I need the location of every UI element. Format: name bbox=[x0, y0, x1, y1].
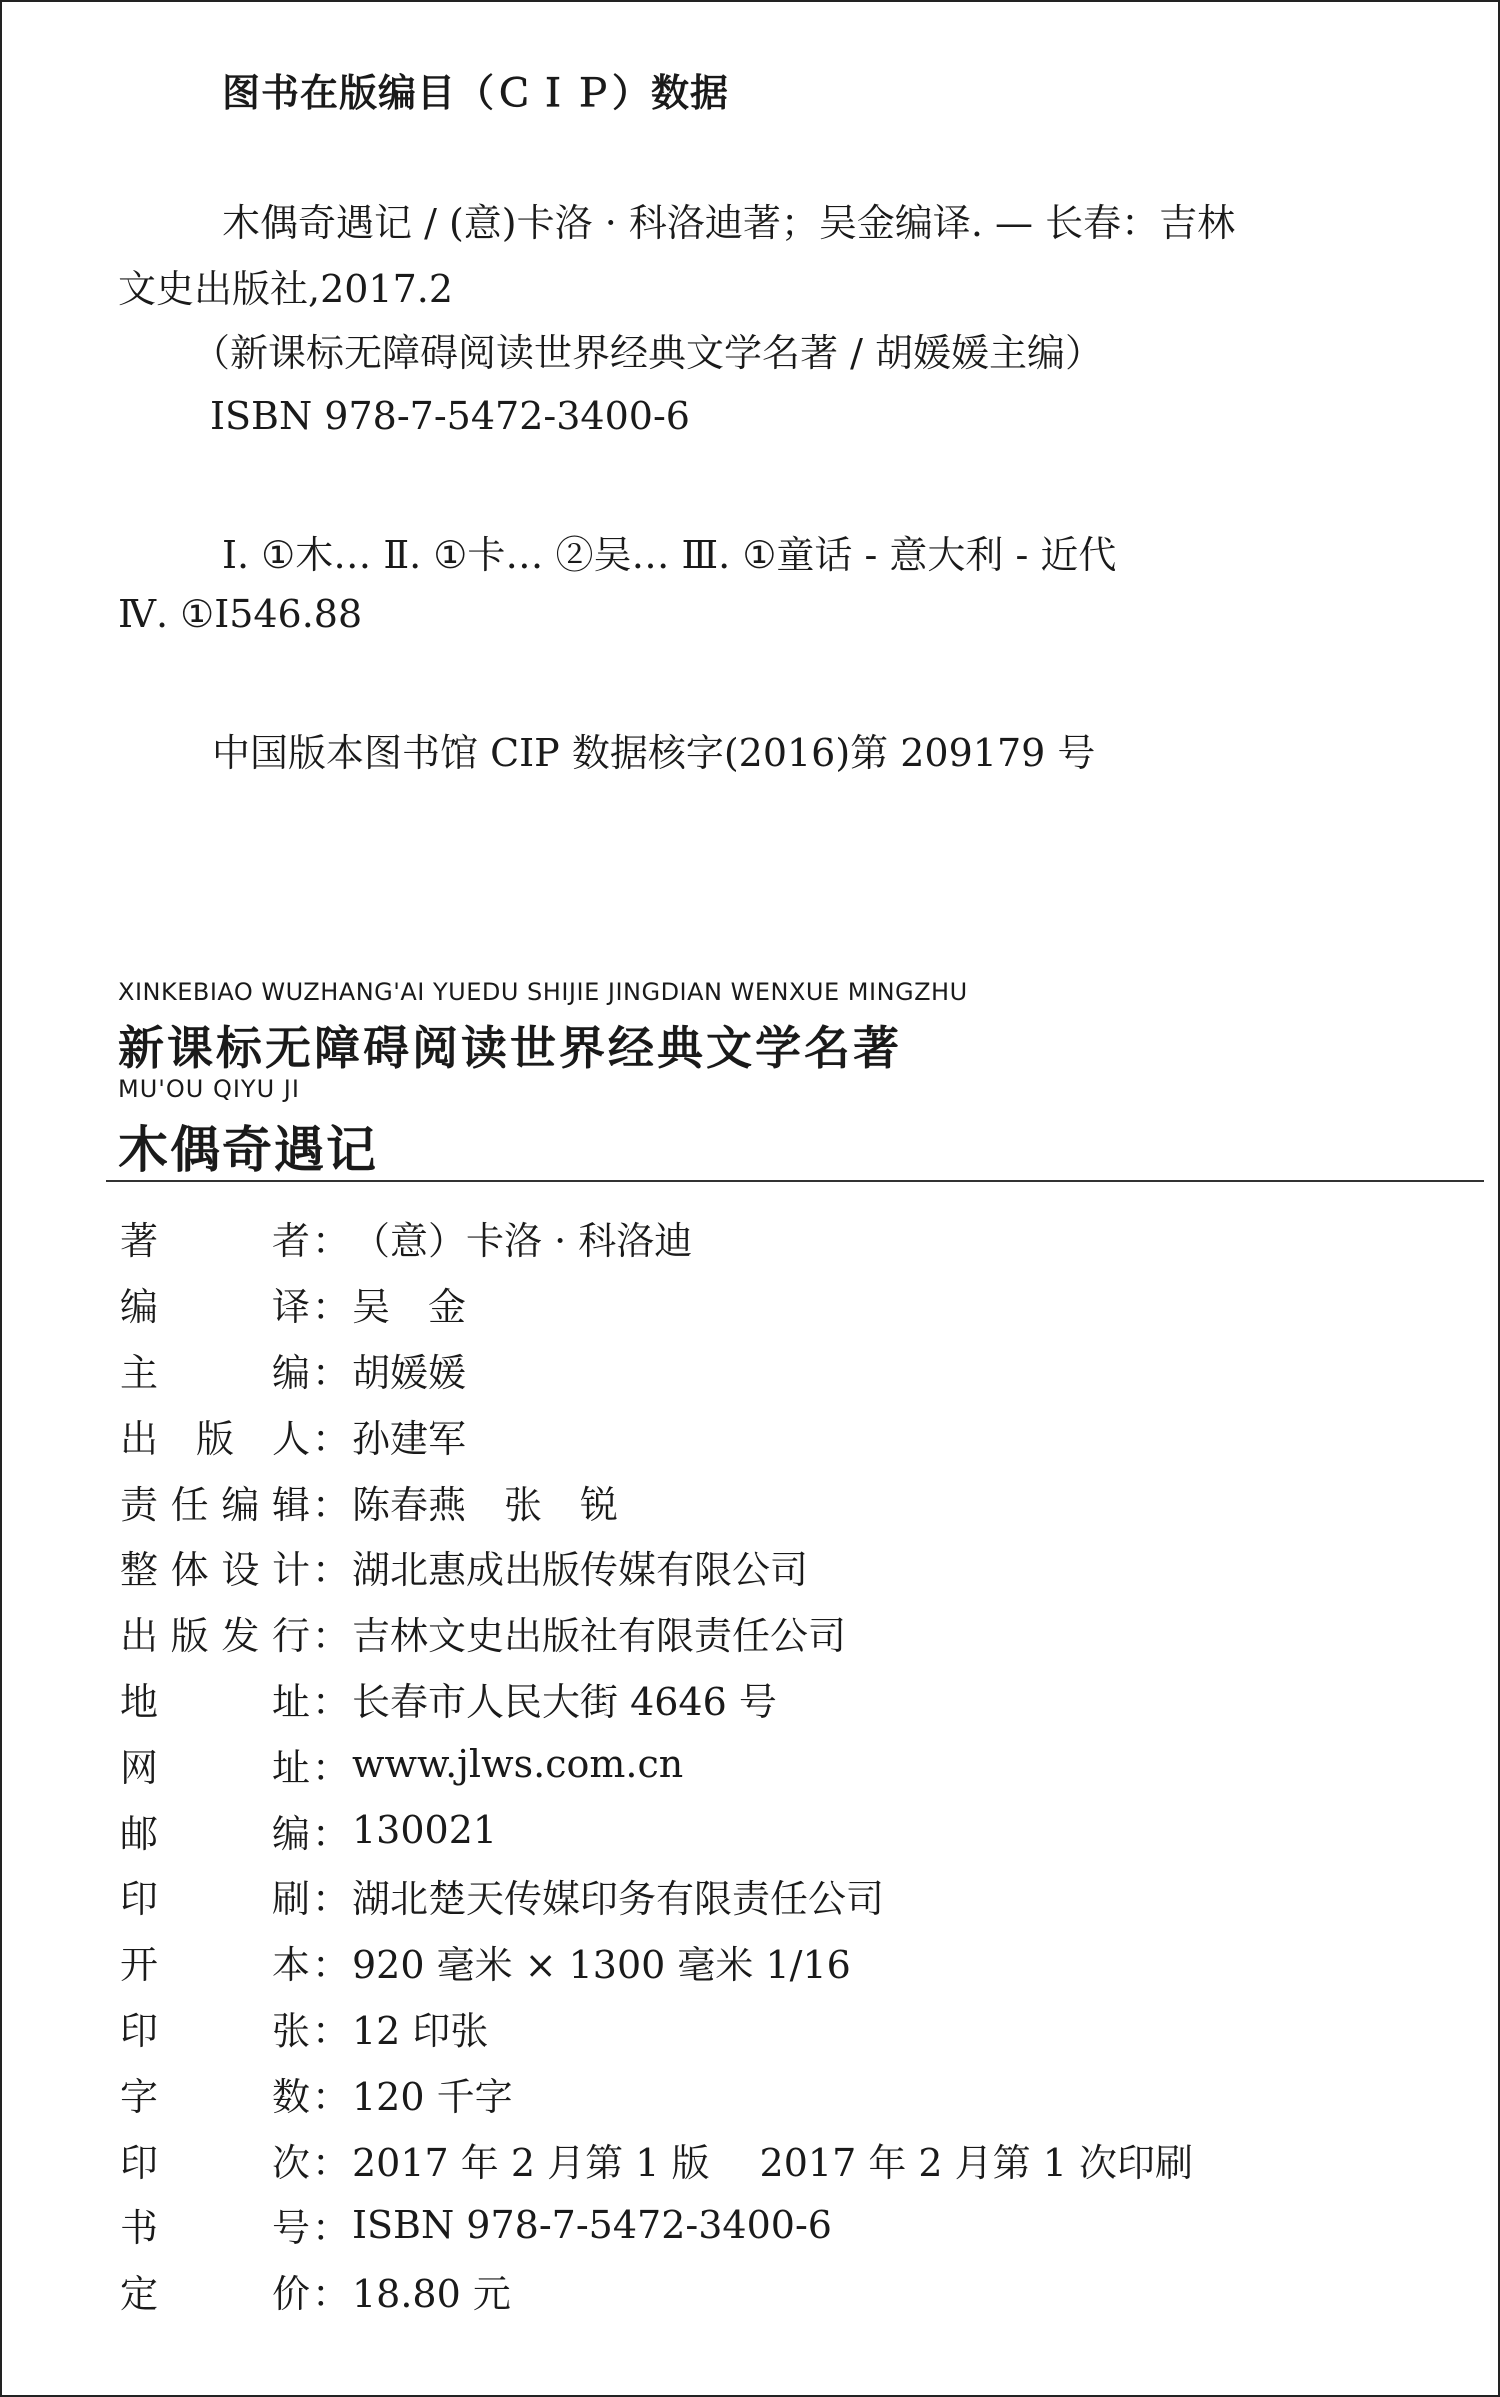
book-title: 木偶奇遇记 bbox=[118, 1121, 378, 1179]
cip-line-cip-number: 中国版本图书馆 CIP 数据核字(2016)第 209179 号 bbox=[212, 731, 1096, 775]
info-label-char: 版 bbox=[170, 1614, 209, 1659]
cip-line-publisher: 文史出版社,2017.2 bbox=[118, 267, 454, 311]
info-label-char: 址 bbox=[271, 1679, 310, 1724]
cip-heading: 图书在版编目（ＣＩＰ）数据 bbox=[222, 71, 730, 115]
info-label bbox=[120, 2000, 310, 2055]
info-label-char: 编 bbox=[120, 1285, 159, 1330]
info-colon: ： bbox=[311, 2140, 350, 2185]
info-row bbox=[120, 2192, 1420, 2258]
info-label-char: 张 bbox=[271, 2008, 310, 2053]
info-value: 湖北楚天传媒印务有限责任公司 bbox=[352, 1877, 885, 1922]
info-label-char: 地 bbox=[120, 1679, 159, 1724]
info-value: 18.80 元 bbox=[352, 2272, 511, 2317]
info-label bbox=[120, 1868, 310, 1923]
info-row bbox=[120, 1797, 1420, 1863]
info-colon: ： bbox=[311, 1943, 350, 1988]
info-label-char: 刷 bbox=[271, 1877, 310, 1922]
info-row bbox=[120, 1731, 1420, 1797]
info-label-char: 体 bbox=[170, 1548, 209, 1593]
info-value: 2017 年 2 月第 1 版 2017 年 2 月第 1 次印刷 bbox=[352, 2140, 1193, 2185]
info-label bbox=[120, 1934, 310, 1989]
info-label-char: 著 bbox=[120, 1219, 159, 1264]
book-pinyin: MU'OU QIYU JI bbox=[118, 1075, 300, 1103]
info-label-char: 主 bbox=[120, 1350, 159, 1395]
info-label-char: 任 bbox=[170, 1482, 209, 1527]
info-label-char: 邮 bbox=[120, 1811, 159, 1856]
info-label-char: 网 bbox=[120, 1745, 159, 1790]
info-label-char: 数 bbox=[271, 2074, 310, 2119]
info-value: 湖北惠成出版传媒有限公司 bbox=[352, 1548, 809, 1593]
info-label bbox=[120, 2197, 310, 2252]
info-row bbox=[120, 1995, 1420, 2061]
info-label bbox=[120, 2066, 310, 2121]
info-label-char: 定 bbox=[120, 2272, 159, 2317]
info-colon: ： bbox=[311, 1877, 350, 1922]
info-colon: ： bbox=[311, 2074, 350, 2119]
series-title: 新课标无障碍阅读世界经典文学名著 bbox=[118, 1021, 902, 1075]
info-colon: ： bbox=[311, 1811, 350, 1856]
info-value: 长春市人民大街 4646 号 bbox=[352, 1679, 777, 1724]
cip-line-title: 木偶奇遇记 / (意)卡洛 · 科洛迪著；吴金编译. — 长春：吉林 bbox=[222, 201, 1236, 245]
info-label-char: 印 bbox=[120, 1877, 159, 1922]
info-row bbox=[120, 1600, 1420, 1666]
info-label bbox=[120, 2263, 310, 2318]
info-value: www.jlws.com.cn bbox=[352, 1742, 684, 1787]
info-value: 孙建军 bbox=[352, 1416, 467, 1461]
info-colon: ： bbox=[311, 2272, 350, 2317]
series-pinyin: XINKEBIAO WUZHANG'AI YUEDU SHIJIE JINGDIAN WENXUE MINGZHU bbox=[118, 978, 968, 1006]
info-label-char: 整 bbox=[120, 1548, 159, 1593]
info-label-char: 人 bbox=[271, 1416, 310, 1461]
cip-line-classification: Ⅰ. ①木… Ⅱ. ①卡… ②吴… Ⅲ. ①童话 - 意大利 - 近代 bbox=[222, 533, 1117, 577]
info-colon: ： bbox=[311, 1679, 350, 1724]
info-row bbox=[120, 1402, 1420, 1468]
info-colon: ： bbox=[311, 1285, 350, 1330]
info-label-char: 编 bbox=[271, 1350, 310, 1395]
info-label-char: 版 bbox=[195, 1416, 234, 1461]
info-value: 12 印张 bbox=[352, 2008, 489, 2053]
info-value: 130021 bbox=[352, 1808, 498, 1853]
info-row bbox=[120, 1205, 1420, 1271]
info-label-char: 书 bbox=[120, 2206, 159, 2251]
info-row bbox=[120, 1666, 1420, 1732]
info-value: 胡媛媛 bbox=[352, 1350, 467, 1395]
info-label bbox=[120, 1342, 310, 1397]
info-label bbox=[120, 2132, 310, 2187]
info-value: 吴 金 bbox=[352, 1285, 467, 1330]
info-label-char: 者 bbox=[271, 1219, 310, 1264]
info-row bbox=[120, 2060, 1420, 2126]
info-label-char: 本 bbox=[271, 1943, 310, 1988]
info-colon: ： bbox=[311, 1350, 350, 1395]
info-colon: ： bbox=[311, 2206, 350, 2251]
info-colon: ： bbox=[311, 1416, 350, 1461]
info-label-char: 计 bbox=[271, 1548, 310, 1593]
info-label-char: 设 bbox=[221, 1548, 260, 1593]
info-row bbox=[120, 1929, 1420, 1995]
info-label-char: 字 bbox=[120, 2074, 159, 2119]
info-label bbox=[120, 1474, 310, 1529]
info-label-char: 价 bbox=[271, 2272, 310, 2317]
info-row bbox=[120, 1863, 1420, 1929]
cip-line-isbn: ISBN 978-7-5472-3400-6 bbox=[210, 394, 690, 438]
info-label-char: 译 bbox=[271, 1285, 310, 1330]
info-label bbox=[120, 1539, 310, 1594]
info-row bbox=[120, 1337, 1420, 1403]
info-value: 吉林文史出版社有限责任公司 bbox=[352, 1614, 847, 1659]
info-label-char: 印 bbox=[120, 2140, 159, 2185]
cip-line-class-number: Ⅳ. ①I546.88 bbox=[118, 592, 363, 636]
info-value: 陈春燕 张 锐 bbox=[352, 1482, 619, 1527]
info-label bbox=[120, 1671, 310, 1726]
info-label-char: 印 bbox=[120, 2008, 159, 2053]
info-label-char: 编 bbox=[271, 1811, 310, 1856]
publication-info-list bbox=[120, 1205, 1420, 2324]
info-label bbox=[120, 1276, 310, 1331]
info-value: （意）卡洛 · 科洛迪 bbox=[352, 1219, 693, 1264]
info-label bbox=[120, 1408, 310, 1463]
info-label bbox=[120, 1605, 310, 1660]
info-label-char: 行 bbox=[271, 1614, 310, 1659]
info-label-char: 号 bbox=[271, 2206, 310, 2251]
info-colon: ： bbox=[311, 2008, 350, 2053]
info-colon: ： bbox=[311, 1745, 350, 1790]
info-row bbox=[120, 2126, 1420, 2192]
info-label-char: 出 bbox=[120, 1416, 159, 1461]
info-label bbox=[120, 1803, 310, 1858]
info-label-char: 发 bbox=[221, 1614, 260, 1659]
info-row bbox=[120, 2258, 1420, 2324]
info-value: 920 毫米 × 1300 毫米 1/16 bbox=[352, 1943, 851, 1988]
info-label-char: 辑 bbox=[271, 1482, 310, 1527]
info-colon: ： bbox=[311, 1219, 350, 1264]
info-label-char: 责 bbox=[120, 1482, 159, 1527]
info-row bbox=[120, 1271, 1420, 1337]
info-colon: ： bbox=[311, 1482, 350, 1527]
info-label-char: 开 bbox=[120, 1943, 159, 1988]
info-label-char: 出 bbox=[120, 1614, 159, 1659]
info-value: ISBN 978-7-5472-3400-6 bbox=[352, 2202, 832, 2247]
info-label bbox=[120, 1210, 310, 1265]
info-value: 120 千字 bbox=[352, 2074, 513, 2119]
info-label-char: 编 bbox=[221, 1482, 260, 1527]
info-row bbox=[120, 1534, 1420, 1600]
info-label bbox=[120, 1737, 310, 1792]
info-label-char: 次 bbox=[271, 2140, 310, 2185]
info-colon: ： bbox=[311, 1614, 350, 1659]
info-label-char: 址 bbox=[271, 1745, 310, 1790]
divider-rule bbox=[106, 1180, 1484, 1182]
info-colon: ： bbox=[311, 1548, 350, 1593]
cip-line-series: （新课标无障碍阅读世界经典文学名著 / 胡媛媛主编） bbox=[192, 331, 1103, 375]
info-row bbox=[120, 1468, 1420, 1534]
